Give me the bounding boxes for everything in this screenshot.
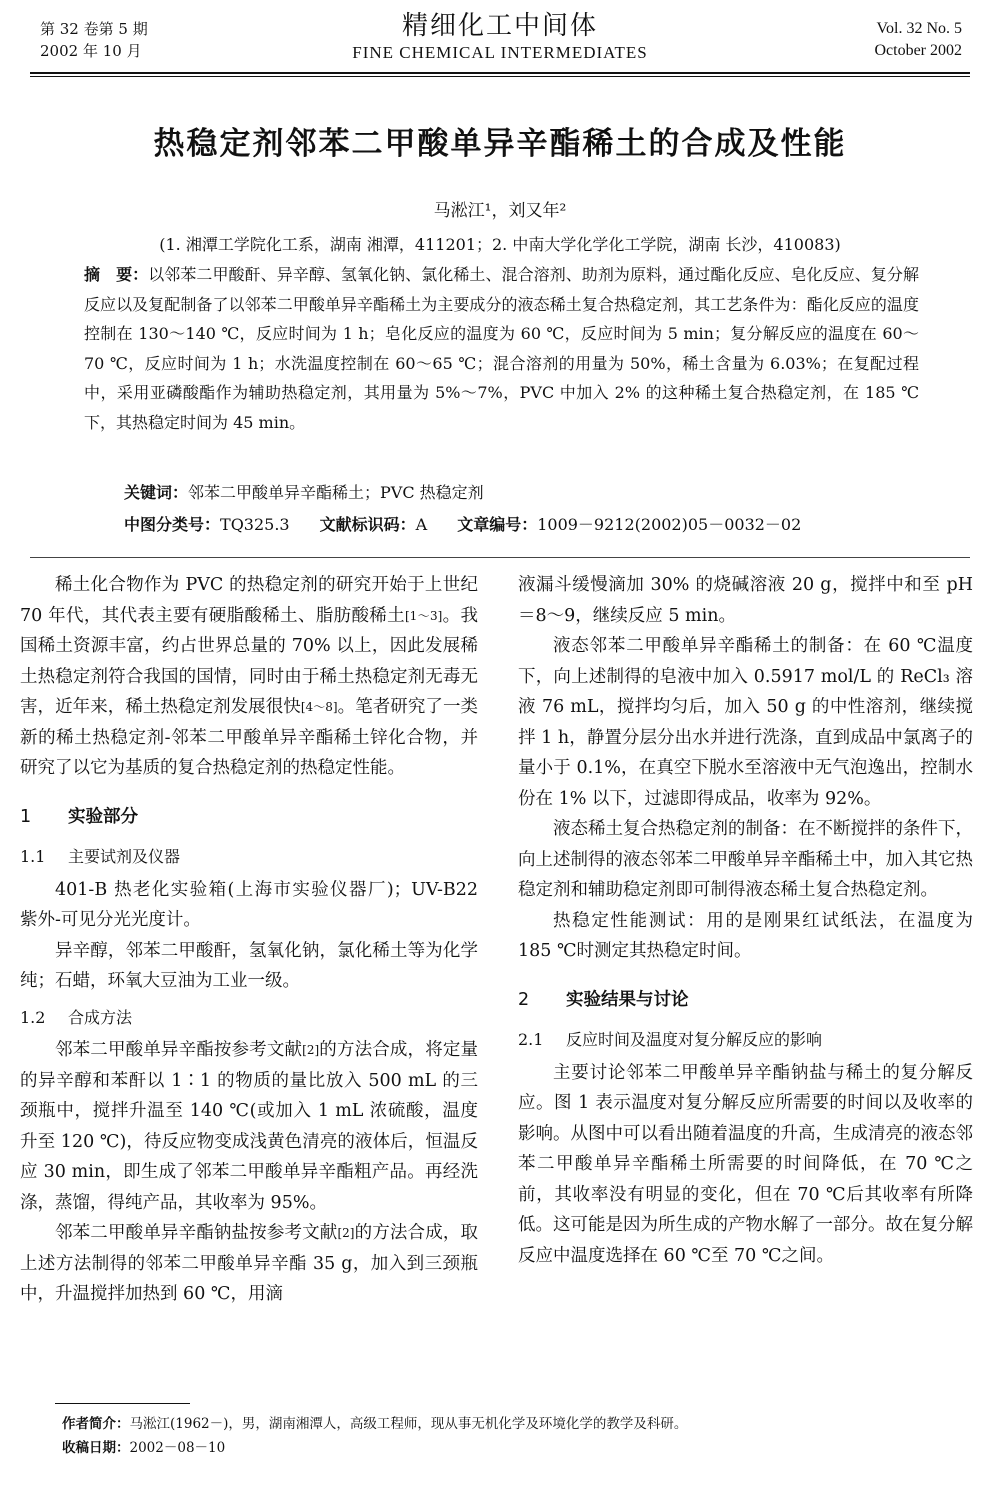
equipment-paragraph: 401-B 热老化实验箱(上海市实验仪器厂)；UV-B22 紫外-可见分光光度计。 — [20, 879, 478, 930]
intro-text-c: 。笔者研究了一类新的稀土热稳定剂-邻苯二甲酸单异辛酯稀土锌化合物，并研究了以它为基质的复合热稳定剂的热稳定性能。 — [20, 697, 479, 778]
rare-earth-prep-paragraph: 液态邻苯二甲酸单异辛酯稀土的制备：在 60 ℃温度下，向上述制得的皂液中加入 0.5917 mol/L 的 ReCl₃ 溶液 76 mL，搅拌均匀后，加入 50 g 的中性溶剂，继续搅拌 1 h，静置分层分出水并进行洗涤，直到成品中氯离子的量小于 0.1%，在真空下脱水至溶液中无气泡逸出，控制水份在 1% 以下，过滤即得成品，收率为 92%。 — [518, 636, 973, 809]
header-rule-thin — [30, 76, 970, 77]
synthesis-text-a: 邻苯二甲酸单异辛酯按参考文献 — [55, 1040, 303, 1060]
header-journal — [0, 10, 1000, 64]
intro-text-b: 。我国稀土资源丰富，约占世界总量的 70% 以上，因此发展稀土热稳定剂符合我国的国情，同时由于稀土热稳定剂无毒无害，近年来，稀土热稳定剂发展很快 — [20, 605, 478, 717]
subsection-title: 反应时间及温度对复分解反应的影响 — [566, 1030, 823, 1049]
intro-text-a: 稀土化合物作为 PVC 的热稳定剂的研究开始于上世纪 70 年代，其代表主要有硬脂酸稀土、脂肪酸稀土 — [20, 575, 478, 626]
received-date — [62, 1436, 225, 1456]
paper-affiliation: (1. 湘潭工学院化工系，湖南 湘潭，411201；2. 中南大学化学化工学院，湖南 长沙，410083) — [159, 235, 841, 254]
section-number: 1 — [20, 806, 32, 827]
citation: [4～8] — [300, 700, 338, 714]
subsection-heading-reagents — [20, 842, 478, 873]
keywords-text: 邻苯二甲酸单异辛酯稀土；PVC 热稳定剂 — [188, 483, 484, 502]
keywords — [124, 480, 484, 503]
keywords-label: 关键词： — [124, 483, 189, 502]
header-rule — [30, 72, 970, 74]
classification-line — [124, 512, 801, 535]
header-issue-en — [874, 18, 962, 62]
doc-code-value: A — [415, 515, 428, 534]
clc-value: TQ325.3 — [220, 515, 290, 534]
abstract-text: 以邻苯二甲酸酐、异辛醇、氢氧化钠、氯化稀土、混合溶剂、助剂为原料，通过酯化反应、皂化反应、复分解反应以及复配制备了以邻苯二甲酸单异辛酯稀土为主要成分的液态稀土复合热稳定剂，其工艺条件为：酯化反应的温度控制在 130～140 ℃，反应时间为 1 h；皂化反应的温度为 60 ℃，反应时间为 5 min；复分解反应的温度在 60～70 ℃，反应时间为 1 h；水洗温度控制在 60～65 ℃；混合溶剂的用量为 50%，稀土含量为 6.03%；在复配过程中，采用亚磷酸酯作为辅助热稳定剂，其用量为 5%～7%，PVC 中加入 2% 的这种稀土复合热稳定剂，在 185 ℃下，其热稳定时间为 45 min。 — [84, 265, 919, 432]
synthesis-text-b: 的方法合成，取上述方法制得的邻苯二甲酸单异辛酯 35 g，加入到三颈瓶中，升温搅拌加热到 60 ℃，用滴 — [20, 1223, 479, 1304]
section-heading-results — [518, 985, 973, 1016]
author-bio-text: 马淞江(1962－)，男，湖南湘潭人，高级工程师，现从事无机化学及环境化学的教学及科研。 — [129, 1416, 688, 1432]
article-number-value: 1009－9212(2002)05－0032－02 — [537, 515, 802, 534]
citation: [1～3] — [404, 608, 443, 623]
section-title: 实验部分 — [68, 806, 138, 827]
section-number: 2 — [518, 989, 530, 1010]
composite-prep-paragraph: 液态稀土复合热稳定剂的制备：在不断搅拌的条件下，向上述制得的液态邻苯二甲酸单异辛酯稀土中，加入其它热稳定剂和辅助稳定剂即可制得液态稀土复合热稳定剂。 — [518, 819, 973, 900]
subsection-heading-synthesis — [20, 1003, 478, 1034]
subsection-number: 1.1 — [20, 847, 46, 866]
subsection-number: 2.1 — [518, 1030, 544, 1049]
subsection-heading-reaction — [518, 1025, 973, 1056]
reagents-paragraph: 异辛醇，邻苯二甲酸酐，氢氧化钠，氯化稀土等为化学纯；石蜡，环氧大豆油为工业一级。 — [20, 940, 478, 991]
paper-title: 热稳定剂邻苯二甲酸单异辛酯稀土的合成及性能 — [153, 126, 847, 162]
stability-test-paragraph: 热稳定性能测试：用的是刚果红试纸法，在温度为 185 ℃时测定其热稳定时间。 — [518, 910, 973, 961]
abstract-label: 摘 要： — [84, 265, 149, 284]
paper-authors: 马淞江¹，刘又年² — [433, 201, 567, 221]
journal-title-en: FINE CHEMICAL INTERMEDIATES — [352, 43, 648, 62]
subsection-title: 合成方法 — [68, 1007, 133, 1027]
received-date-value: 2002－08－10 — [129, 1440, 226, 1456]
header-volume-en: Vol. 32 No. 5 — [876, 20, 962, 37]
header-date-en: October 2002 — [874, 42, 962, 59]
citation: [2] — [302, 1043, 320, 1057]
article-number-label: 文章编号： — [457, 515, 538, 534]
synthesis-paragraph-2 — [20, 1218, 478, 1310]
author-bio-label: 作者简介： — [62, 1416, 130, 1432]
received-date-label: 收稿日期： — [62, 1440, 130, 1456]
author-bio — [62, 1412, 687, 1432]
continued-paragraph: 液漏斗缓慢滴加 30% 的烧碱溶液 20 g，搅拌中和至 pH＝8～9，继续反应 5 min。 — [518, 575, 973, 626]
doc-code-label: 文献标识码： — [319, 515, 416, 534]
abstract-separator — [30, 557, 970, 558]
discussion-paragraph: 主要讨论邻苯二甲酸单异辛酯钠盐与稀土的复分解反应。图 1 表示温度对复分解反应所需要的时间以及收率的影响。从图中可以看出随着温度的升高，生成清亮的液态邻苯二甲酸单异辛酯稀土所需要的时间降低，在 70 ℃之前，其收率没有明显的变化，但在 70 ℃后其收率有所降低。这可能是因为所生成的产物水解了一部分。故在复分解反应中温度选择在 60 ℃至 70 ℃之间。 — [518, 1062, 973, 1266]
synthesis-text-a: 邻苯二甲酸单异辛酯钠盐按参考文献 — [55, 1223, 338, 1243]
abstract — [84, 260, 919, 437]
intro-paragraph — [20, 570, 478, 784]
subsection-number: 1.2 — [20, 1007, 46, 1027]
footnote-rule — [55, 1403, 190, 1404]
header-volume-cn: 第 32 卷第 5 期 — [40, 20, 148, 38]
body-column-left — [20, 570, 478, 1310]
synthesis-text-b: 的方法合成，将定量的异辛醇和苯酐以 1∶1 的物质的量比放入 500 mL 的三颈瓶中，搅拌升温至 140 ℃(或加入 1 mL 浓硫酸，温度升至 120 ℃)，待反应物变成浅黄色清亮的液体后，恒温反应 30 min，即生成了邻苯二甲酸单异辛酯粗产品。再经洗涤，蒸馏，得纯产品，其收率为 95%。 — [20, 1040, 479, 1213]
clc-label: 中图分类号： — [124, 515, 221, 534]
body-column-right — [518, 570, 973, 1271]
citation: [2] — [337, 1226, 355, 1240]
journal-title-cn: 精细化工中间体 — [401, 11, 598, 41]
synthesis-paragraph-1 — [20, 1035, 478, 1218]
subsection-title: 主要试剂及仪器 — [68, 847, 181, 866]
section-title: 实验结果与讨论 — [566, 989, 689, 1010]
header-date-cn: 2002 年 10 月 — [40, 42, 142, 60]
section-heading-experimental — [20, 802, 478, 833]
